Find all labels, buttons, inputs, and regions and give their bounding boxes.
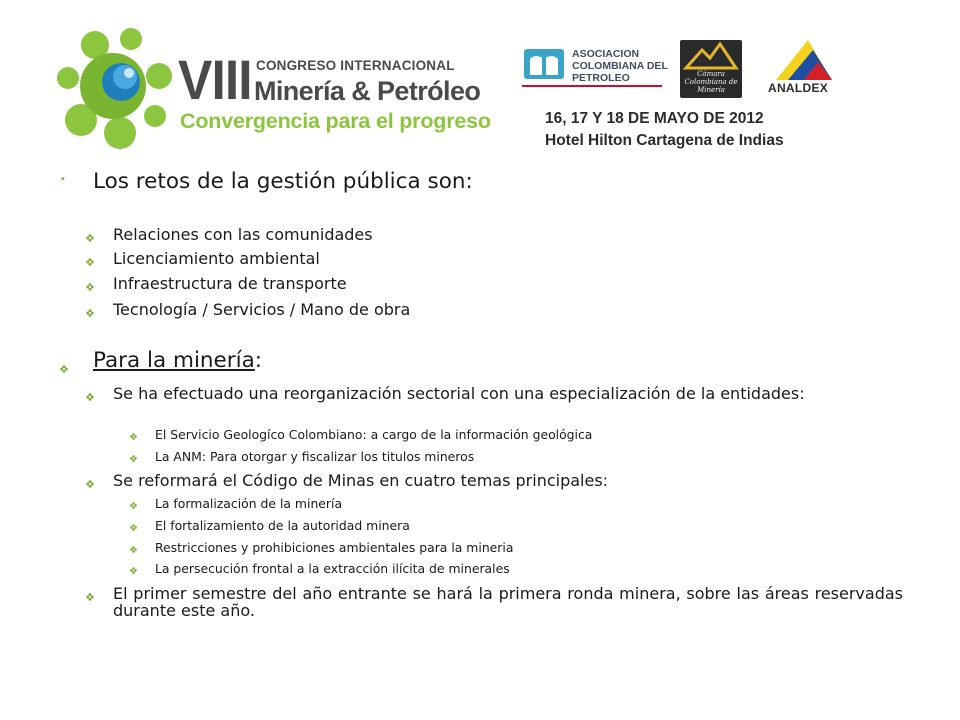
- diamond-bullet-icon: [130, 433, 137, 440]
- sub-list-item: La formalización de la minería: [155, 496, 343, 511]
- congress-flower-logo: [55, 28, 175, 150]
- congress-name: Minería & Petróleo: [254, 76, 481, 106]
- diamond-bullet-icon: [86, 283, 94, 291]
- list-item: Tecnología / Servicios / Mano de obra: [113, 300, 411, 319]
- diamond-bullet-icon: [86, 309, 94, 317]
- list-item: Relaciones con las comunidades: [113, 225, 373, 244]
- congress-tagline: Convergencia para el progreso: [180, 109, 491, 133]
- ccm-logo: [680, 40, 742, 98]
- slide-header: [0, 0, 960, 160]
- congress-edition: VIII: [178, 48, 252, 111]
- diamond-bullet-icon: [130, 567, 137, 574]
- sub-list-item: La ANM: Para otorgar y fiscalizar los titulos mineros: [155, 449, 475, 464]
- section-heading-retos: Los retos de la gestión pública son:: [93, 169, 473, 194]
- list-item: Licenciamiento ambiental: [113, 249, 320, 268]
- event-dates: 16, 17 Y 18 DE MAYO DE 2012: [545, 110, 764, 127]
- diamond-bullet-icon: [130, 502, 137, 509]
- analdex-name: ANALDEX: [768, 81, 829, 95]
- section-heading-mineria-label: Para la minería: [93, 348, 255, 373]
- list-item: Se ha efectuado una reorganización sectorial con una especialización de la entidades:: [113, 384, 805, 403]
- diamond-bullet-icon: [86, 593, 94, 601]
- ccm-name: Cámara Colombiana de Minería: [684, 70, 738, 94]
- analdex-emblem-icon: [770, 38, 834, 80]
- list-item: Infraestructura de transporte: [113, 274, 347, 293]
- diamond-bullet-icon: [130, 524, 137, 531]
- sub-list-item: Restricciones y prohibiciones ambientales para la mineria: [155, 540, 514, 555]
- analdex-logo: [762, 38, 842, 98]
- list-item: El primer semestre del año entrante se hará la primera ronda minera, sobre las áreas reservadas durante este año.: [113, 584, 903, 620]
- acp-emblem-icon: [522, 45, 566, 83]
- congress-subtitle: CONGRESO INTERNACIONAL: [256, 58, 455, 73]
- acp-name: ASOCIACION COLOMBIANA DEL PETROLEO: [572, 48, 668, 84]
- sub-list-item: El fortalizamiento de la autoridad minera: [155, 518, 410, 533]
- section-heading-mineria: [93, 348, 262, 374]
- sub-list-item: La persecución frontal a la extracción ilícita de minerales: [155, 561, 510, 576]
- acp-rule: [522, 85, 662, 87]
- diamond-bullet-icon: [86, 393, 94, 401]
- list-item: Se reformará el Código de Minas en cuatro temas principales:: [113, 471, 609, 490]
- diamond-bullet-icon: [86, 234, 94, 242]
- congress-title: [178, 50, 498, 150]
- event-venue: Hotel Hilton Cartagena de Indias: [545, 132, 784, 149]
- diamond-bullet-icon: [60, 365, 68, 373]
- heading-colon: :: [254, 348, 263, 373]
- diamond-bullet-icon: [86, 258, 94, 266]
- sub-list-item: El Servicio Geologíco Colombiano: a cargo de la información geológica: [155, 427, 593, 442]
- diamond-bullet-icon: [130, 455, 137, 462]
- dot-bullet-icon: •: [60, 174, 66, 185]
- diamond-bullet-icon: [130, 546, 137, 553]
- diamond-bullet-icon: [86, 480, 94, 488]
- mountain-icon: [680, 40, 742, 70]
- acp-logo: [522, 45, 668, 93]
